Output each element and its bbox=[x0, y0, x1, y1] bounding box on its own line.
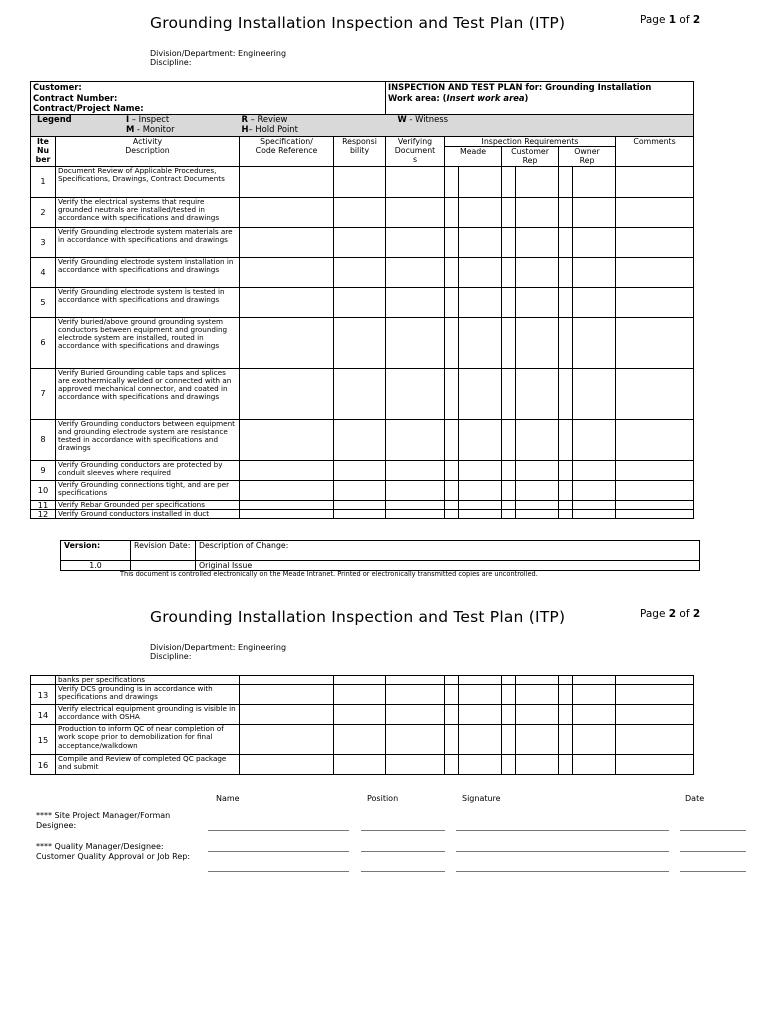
row-activity-description: Verify Grounding electrode system materials are in accordance with specifications and drawings bbox=[56, 227, 240, 257]
legend-review: R – Review bbox=[241, 114, 288, 124]
row-number: 4 bbox=[31, 257, 56, 287]
col-customer-rep: Customer Rep bbox=[502, 146, 559, 166]
row-meade-cell[interactable] bbox=[459, 166, 502, 197]
row-owner-cell[interactable] bbox=[573, 419, 616, 460]
row-owner-check[interactable] bbox=[559, 725, 573, 755]
row-owner-cell[interactable] bbox=[573, 755, 616, 775]
legend-cell-right bbox=[240, 114, 694, 136]
itp-table-page2 bbox=[30, 675, 694, 775]
row-customer-check[interactable] bbox=[502, 725, 516, 755]
row-customer-check[interactable] bbox=[502, 419, 516, 460]
row-spec-cell[interactable] bbox=[240, 317, 334, 368]
row-customer-cell[interactable] bbox=[516, 685, 559, 705]
itp-table-page1 bbox=[30, 81, 694, 519]
page2-title: Grounding Installation Inspection and Test Plan (ITP) bbox=[150, 608, 566, 626]
rev-version-value: 1.0 bbox=[61, 561, 131, 571]
sig-line-signature-2[interactable] bbox=[456, 851, 669, 852]
row-number: 11 bbox=[31, 500, 56, 509]
row-comments-cell[interactable] bbox=[616, 500, 694, 509]
row-meade-check[interactable] bbox=[445, 480, 459, 500]
sig-line-signature-3[interactable] bbox=[456, 871, 669, 872]
row-meade-cell[interactable] bbox=[459, 419, 502, 460]
row-owner-check[interactable] bbox=[559, 227, 573, 257]
legend-cell bbox=[31, 114, 240, 136]
row-responsibility-cell[interactable] bbox=[334, 257, 386, 287]
page2-label: Page bbox=[640, 608, 666, 620]
sig-line-position-3[interactable] bbox=[361, 871, 445, 872]
row-customer-check[interactable] bbox=[502, 368, 516, 419]
row-meade-check[interactable] bbox=[445, 725, 459, 755]
row-responsibility-cell[interactable] bbox=[334, 705, 386, 725]
row-customer-cell[interactable] bbox=[516, 166, 559, 197]
row-number: 8 bbox=[31, 419, 56, 460]
page-current: 1 bbox=[668, 14, 677, 26]
row-meade-check[interactable] bbox=[445, 705, 459, 725]
row-meade-cell[interactable] bbox=[459, 685, 502, 705]
table-row bbox=[31, 509, 694, 518]
row-owner-check[interactable] bbox=[559, 509, 573, 518]
page2-number bbox=[640, 608, 700, 620]
row-spec-cell[interactable] bbox=[240, 227, 334, 257]
row-spec-cell[interactable] bbox=[240, 419, 334, 460]
division-label: Division/Department: Engineering bbox=[150, 49, 287, 58]
table-row bbox=[31, 419, 694, 460]
itp-info-cell bbox=[386, 82, 694, 115]
row-comments-cell[interactable] bbox=[616, 368, 694, 419]
row-meade-cell[interactable] bbox=[459, 509, 502, 518]
row-activity-description: Verify Grounding conductors are protected by conduit sleeves where required bbox=[56, 460, 240, 480]
row-comments-cell[interactable] bbox=[616, 676, 694, 685]
row-verifying-cell[interactable] bbox=[386, 257, 445, 287]
row-meade-check[interactable] bbox=[445, 755, 459, 775]
row-customer-cell[interactable] bbox=[516, 227, 559, 257]
row-meade-cell[interactable] bbox=[459, 725, 502, 755]
rev-description-label: Description of Change: bbox=[196, 541, 700, 561]
row-customer-check[interactable] bbox=[502, 705, 516, 725]
row-customer-check[interactable] bbox=[502, 197, 516, 227]
sig-line-date-1[interactable] bbox=[680, 830, 746, 831]
row-verifying-cell[interactable] bbox=[386, 368, 445, 419]
row-customer-check[interactable] bbox=[502, 509, 516, 518]
row-spec-cell[interactable] bbox=[240, 368, 334, 419]
row-number: 16 bbox=[31, 755, 56, 775]
disclaimer-text: This document is controlled electronically on the Meade Intranet. Printed or electronically transmitted copies are uncontrolled. bbox=[120, 570, 538, 578]
row-customer-cell[interactable] bbox=[516, 500, 559, 509]
row-owner-check[interactable] bbox=[559, 755, 573, 775]
row-customer-check[interactable] bbox=[502, 257, 516, 287]
rev-date-label: Revision Date: bbox=[131, 541, 196, 561]
row-responsibility-cell[interactable] bbox=[334, 500, 386, 509]
row-spec-cell[interactable] bbox=[240, 460, 334, 480]
row-owner-cell[interactable] bbox=[573, 317, 616, 368]
revision-table bbox=[60, 540, 700, 571]
row-meade-cell[interactable] bbox=[459, 480, 502, 500]
row-meade-cell[interactable] bbox=[459, 257, 502, 287]
sig-col-date: Date bbox=[685, 794, 705, 803]
rev-date-value bbox=[131, 561, 196, 571]
row-meade-cell[interactable] bbox=[459, 755, 502, 775]
row-number: 12 bbox=[31, 509, 56, 518]
contract-number-label: Contract Number: bbox=[33, 92, 118, 103]
row-owner-cell[interactable] bbox=[573, 705, 616, 725]
row-customer-check[interactable] bbox=[502, 676, 516, 685]
table-row bbox=[31, 317, 694, 368]
sig-col-name: Name bbox=[216, 794, 240, 803]
page2-current: 2 bbox=[668, 608, 677, 620]
work-area-label: Work area: (Insert work area) bbox=[388, 92, 529, 103]
row-verifying-cell[interactable] bbox=[386, 227, 445, 257]
row-comments-cell[interactable] bbox=[616, 419, 694, 460]
row-activity-description: Verify Grounding electrode system installation in accordance with specifications and drawings bbox=[56, 257, 240, 287]
row-meade-check[interactable] bbox=[445, 287, 459, 317]
row-comments-cell[interactable] bbox=[616, 705, 694, 725]
row-spec-cell[interactable] bbox=[240, 166, 334, 197]
row-customer-cell[interactable] bbox=[516, 197, 559, 227]
row-comments-cell[interactable] bbox=[616, 166, 694, 197]
page-total: 2 bbox=[692, 14, 701, 26]
row-verifying-cell[interactable] bbox=[386, 755, 445, 775]
row-verifying-cell[interactable] bbox=[386, 676, 445, 685]
row-meade-cell[interactable] bbox=[459, 227, 502, 257]
table-row bbox=[31, 676, 694, 685]
customer-info-cell bbox=[31, 82, 386, 115]
row-comments-cell[interactable] bbox=[616, 509, 694, 518]
table-row bbox=[31, 685, 694, 705]
row-spec-cell[interactable] bbox=[240, 500, 334, 509]
row-owner-cell[interactable] bbox=[573, 509, 616, 518]
row-number: 14 bbox=[31, 705, 56, 725]
row-comments-cell[interactable] bbox=[616, 287, 694, 317]
row-meade-check[interactable] bbox=[445, 419, 459, 460]
col-meade: Meade bbox=[445, 146, 502, 166]
row-responsibility-cell[interactable] bbox=[334, 287, 386, 317]
row-customer-check[interactable] bbox=[502, 227, 516, 257]
row-meade-check[interactable] bbox=[445, 317, 459, 368]
row-owner-cell[interactable] bbox=[573, 166, 616, 197]
row-number: 6 bbox=[31, 317, 56, 368]
row-comments-cell[interactable] bbox=[616, 197, 694, 227]
row-customer-cell[interactable] bbox=[516, 419, 559, 460]
sig-line-date-3[interactable] bbox=[680, 871, 746, 872]
row-comments-cell[interactable] bbox=[616, 460, 694, 480]
legend-label: Legend bbox=[37, 114, 72, 124]
row-responsibility-cell[interactable] bbox=[334, 685, 386, 705]
row-meade-check[interactable] bbox=[445, 500, 459, 509]
row-spec-cell[interactable] bbox=[240, 676, 334, 685]
row-activity-description: Verify Rebar Grounded per specifications bbox=[56, 500, 240, 509]
row-customer-cell[interactable] bbox=[516, 480, 559, 500]
legend-monitor: M - Monitor bbox=[126, 123, 175, 134]
row-activity-description: Document Review of Applicable Procedures, Specifications, Drawings, Contract Documents bbox=[56, 166, 240, 197]
row-customer-check[interactable] bbox=[502, 166, 516, 197]
row-owner-check[interactable] bbox=[559, 685, 573, 705]
row-responsibility-cell[interactable] bbox=[334, 227, 386, 257]
row-verifying-cell[interactable] bbox=[386, 685, 445, 705]
row-owner-cell[interactable] bbox=[573, 197, 616, 227]
row-customer-check[interactable] bbox=[502, 755, 516, 775]
row-owner-check[interactable] bbox=[559, 257, 573, 287]
row-owner-cell[interactable] bbox=[573, 725, 616, 755]
table-row bbox=[31, 257, 694, 287]
row-customer-check[interactable] bbox=[502, 500, 516, 509]
legend-hold-point: H– Hold Point bbox=[241, 123, 298, 134]
table-row bbox=[31, 197, 694, 227]
page2-total: 2 bbox=[692, 608, 701, 620]
table-row bbox=[31, 287, 694, 317]
row-verifying-cell[interactable] bbox=[386, 725, 445, 755]
row-activity-description: Verify electrical equipment grounding is visible in accordance with OSHA bbox=[56, 705, 240, 725]
row-meade-check[interactable] bbox=[445, 197, 459, 227]
row-activity-description: Verify DCS grounding is in accordance with specifications and drawings bbox=[56, 685, 240, 705]
row-responsibility-cell[interactable] bbox=[334, 480, 386, 500]
row-meade-cell[interactable] bbox=[459, 368, 502, 419]
page-of: of bbox=[679, 14, 690, 26]
row-owner-check[interactable] bbox=[559, 197, 573, 227]
row-customer-cell[interactable] bbox=[516, 257, 559, 287]
row-meade-cell[interactable] bbox=[459, 676, 502, 685]
row-number: 1 bbox=[31, 166, 56, 197]
sig-role-site-pm: **** Site Project Manager/Forman Designee: bbox=[36, 811, 171, 830]
customer-label: Customer: bbox=[33, 82, 82, 92]
row-customer-cell[interactable] bbox=[516, 317, 559, 368]
table-row bbox=[31, 755, 694, 775]
row-customer-check[interactable] bbox=[502, 460, 516, 480]
sig-col-signature: Signature bbox=[462, 794, 501, 803]
sig-col-position: Position bbox=[367, 794, 399, 803]
page2-of: of bbox=[679, 608, 690, 620]
row-comments-cell[interactable] bbox=[616, 685, 694, 705]
col-comments: Comments bbox=[616, 136, 694, 166]
row-responsibility-cell[interactable] bbox=[334, 419, 386, 460]
sig-line-signature-1[interactable] bbox=[456, 830, 669, 831]
row-owner-cell[interactable] bbox=[573, 257, 616, 287]
row-activity-description: Verify Grounding electrode system is tested in accordance with specifications and drawings bbox=[56, 287, 240, 317]
row-responsibility-cell[interactable] bbox=[334, 197, 386, 227]
row-number: 7 bbox=[31, 368, 56, 419]
row-responsibility-cell[interactable] bbox=[334, 166, 386, 197]
row-comments-cell[interactable] bbox=[616, 725, 694, 755]
row-number: 15 bbox=[31, 725, 56, 755]
row-responsibility-cell[interactable] bbox=[334, 460, 386, 480]
row-spec-cell[interactable] bbox=[240, 705, 334, 725]
row-activity-description: Compile and Review of completed QC package and submit bbox=[56, 755, 240, 775]
sig-line-position-2[interactable] bbox=[361, 851, 445, 852]
row-owner-cell[interactable] bbox=[573, 676, 616, 685]
row-verifying-cell[interactable] bbox=[386, 166, 445, 197]
table-row bbox=[31, 725, 694, 755]
row-customer-cell[interactable] bbox=[516, 509, 559, 518]
row-customer-cell[interactable] bbox=[516, 705, 559, 725]
row-meade-check[interactable] bbox=[445, 227, 459, 257]
row-verifying-cell[interactable] bbox=[386, 705, 445, 725]
table-row bbox=[31, 480, 694, 500]
discipline-label: Discipline: bbox=[150, 58, 192, 67]
legend-witness: W - Witness bbox=[397, 114, 448, 124]
row-customer-cell[interactable] bbox=[516, 676, 559, 685]
row-meade-cell[interactable] bbox=[459, 197, 502, 227]
legend-inspect: I – Inspect bbox=[126, 114, 170, 124]
row-owner-cell[interactable] bbox=[573, 287, 616, 317]
row-responsibility-cell[interactable] bbox=[334, 725, 386, 755]
row-owner-check[interactable] bbox=[559, 705, 573, 725]
row-number: 10 bbox=[31, 480, 56, 500]
row-customer-check[interactable] bbox=[502, 287, 516, 317]
row-meade-cell[interactable] bbox=[459, 500, 502, 509]
row-verifying-cell[interactable] bbox=[386, 317, 445, 368]
row-responsibility-cell[interactable] bbox=[334, 676, 386, 685]
row-customer-cell[interactable] bbox=[516, 287, 559, 317]
work-area-value[interactable]: Insert work area bbox=[446, 92, 525, 103]
table-row bbox=[31, 460, 694, 480]
row-customer-check[interactable] bbox=[502, 317, 516, 368]
row-owner-cell[interactable] bbox=[573, 500, 616, 509]
row-owner-cell[interactable] bbox=[573, 460, 616, 480]
row-meade-cell[interactable] bbox=[459, 317, 502, 368]
row-verifying-cell[interactable] bbox=[386, 197, 445, 227]
row-owner-check[interactable] bbox=[559, 500, 573, 509]
row-verifying-cell[interactable] bbox=[386, 500, 445, 509]
table-row bbox=[31, 500, 694, 509]
row-owner-check[interactable] bbox=[559, 368, 573, 419]
sig-role-quality-manager: **** Quality Manager/Designee: bbox=[36, 842, 164, 851]
row-owner-cell[interactable] bbox=[573, 480, 616, 500]
col-inspection-requirements: Inspection Requirements bbox=[445, 136, 616, 146]
row-customer-check[interactable] bbox=[502, 480, 516, 500]
row-customer-cell[interactable] bbox=[516, 368, 559, 419]
table-row bbox=[31, 166, 694, 197]
row-owner-check[interactable] bbox=[559, 676, 573, 685]
sig-line-name-2[interactable] bbox=[208, 851, 349, 852]
table-row bbox=[31, 705, 694, 725]
page-number bbox=[640, 14, 700, 26]
row-activity-description: Verify Grounding conductors between equipment and grounding electrode system are resistance tested in accordance with specifications and drawings bbox=[56, 419, 240, 460]
row-meade-cell[interactable] bbox=[459, 705, 502, 725]
row-activity-description: Verify Buried Grounding cable taps and splices are exothermically welded or connected with an approved mechanical connector, and coated in accordance with specifications and drawings bbox=[56, 368, 240, 419]
row-number: 2 bbox=[31, 197, 56, 227]
row-meade-check[interactable] bbox=[445, 676, 459, 685]
row-owner-cell[interactable] bbox=[573, 368, 616, 419]
contract-project-label: Contract/Project Name: bbox=[33, 103, 144, 113]
col-owner-rep: Owner Rep bbox=[559, 146, 616, 166]
row-number: 5 bbox=[31, 287, 56, 317]
row-verifying-cell[interactable] bbox=[386, 480, 445, 500]
row-responsibility-cell[interactable] bbox=[334, 755, 386, 775]
row-activity-description: Verify Ground conductors installed in duct bbox=[56, 509, 240, 518]
row-number: 3 bbox=[31, 227, 56, 257]
row-responsibility-cell[interactable] bbox=[334, 368, 386, 419]
sig-line-position-1[interactable] bbox=[361, 830, 445, 831]
row-owner-cell[interactable] bbox=[573, 227, 616, 257]
row-customer-check[interactable] bbox=[502, 685, 516, 705]
sig-line-name-1[interactable] bbox=[208, 830, 349, 831]
sig-line-date-2[interactable] bbox=[680, 851, 746, 852]
row-spec-cell[interactable] bbox=[240, 725, 334, 755]
row-customer-cell[interactable] bbox=[516, 725, 559, 755]
sig-role-customer-rep: Customer Quality Approval or Job Rep: bbox=[36, 852, 191, 861]
rev-version-label: Version: bbox=[61, 541, 131, 561]
row-owner-check[interactable] bbox=[559, 480, 573, 500]
row-spec-cell[interactable] bbox=[240, 755, 334, 775]
itp-for-label: INSPECTION AND TEST PLAN for: Grounding Installation bbox=[388, 82, 652, 92]
page2-discipline-label: Discipline: bbox=[150, 652, 192, 661]
row-spec-cell[interactable] bbox=[240, 509, 334, 518]
row-spec-cell[interactable] bbox=[240, 257, 334, 287]
row-activity-description: Verify the electrical systems that require grounded neutrals are installed/tested in accordance with specifications and drawings bbox=[56, 197, 240, 227]
row-responsibility-cell[interactable] bbox=[334, 317, 386, 368]
row-comments-cell[interactable] bbox=[616, 755, 694, 775]
row-owner-cell[interactable] bbox=[573, 685, 616, 705]
row-responsibility-cell[interactable] bbox=[334, 509, 386, 518]
table-row bbox=[31, 227, 694, 257]
row-activity-description: Production to inform QC of near completion of work scope prior to demobilization for final acceptance/walkdown bbox=[56, 725, 240, 755]
row-spec-cell[interactable] bbox=[240, 197, 334, 227]
row-activity-description: Verify buried/above ground grounding system conductors between equipment and grounding electrode system are installed, routed in accordance with specifications and drawings bbox=[56, 317, 240, 368]
row-meade-cell[interactable] bbox=[459, 460, 502, 480]
row-meade-check[interactable] bbox=[445, 166, 459, 197]
row-verifying-cell[interactable] bbox=[386, 287, 445, 317]
col-item-number: Ite Nu ber bbox=[31, 136, 56, 166]
row-customer-cell[interactable] bbox=[516, 460, 559, 480]
col-verifying-docs: Verifying Document s bbox=[386, 136, 445, 166]
row-spec-cell[interactable] bbox=[240, 685, 334, 705]
page-label: Page bbox=[640, 14, 666, 26]
page2-division-label: Division/Department: Engineering bbox=[150, 643, 287, 652]
row-meade-cell[interactable] bbox=[459, 287, 502, 317]
row-owner-check[interactable] bbox=[559, 287, 573, 317]
row-customer-cell[interactable] bbox=[516, 755, 559, 775]
col-spec: Specification/ Code Reference bbox=[240, 136, 334, 166]
row-meade-check[interactable] bbox=[445, 368, 459, 419]
row-owner-check[interactable] bbox=[559, 317, 573, 368]
row-spec-cell[interactable] bbox=[240, 287, 334, 317]
page-title: Grounding Installation Inspection and Test Plan (ITP) bbox=[150, 14, 566, 32]
row-meade-check[interactable] bbox=[445, 509, 459, 518]
sig-line-name-3[interactable] bbox=[208, 871, 349, 872]
row-verifying-cell[interactable] bbox=[386, 509, 445, 518]
row-activity-description: Verify Grounding connections tight, and are per specifications bbox=[56, 480, 240, 500]
row-comments-cell[interactable] bbox=[616, 317, 694, 368]
row-verifying-cell[interactable] bbox=[386, 419, 445, 460]
row-number bbox=[31, 676, 56, 685]
row-owner-check[interactable] bbox=[559, 460, 573, 480]
row-spec-cell[interactable] bbox=[240, 480, 334, 500]
row-owner-check[interactable] bbox=[559, 419, 573, 460]
row-owner-check[interactable] bbox=[559, 166, 573, 197]
row-activity-description: banks per specifications bbox=[56, 676, 240, 685]
col-responsibility: Responsi bility bbox=[334, 136, 386, 166]
row-meade-check[interactable] bbox=[445, 257, 459, 287]
row-comments-cell[interactable] bbox=[616, 227, 694, 257]
rev-description-value: Original Issue bbox=[196, 561, 700, 571]
row-meade-check[interactable] bbox=[445, 685, 459, 705]
row-comments-cell[interactable] bbox=[616, 480, 694, 500]
row-verifying-cell[interactable] bbox=[386, 460, 445, 480]
table-row bbox=[31, 368, 694, 419]
row-meade-check[interactable] bbox=[445, 460, 459, 480]
col-activity: Activity Description bbox=[56, 136, 240, 166]
row-number: 9 bbox=[31, 460, 56, 480]
row-comments-cell[interactable] bbox=[616, 257, 694, 287]
row-number: 13 bbox=[31, 685, 56, 705]
